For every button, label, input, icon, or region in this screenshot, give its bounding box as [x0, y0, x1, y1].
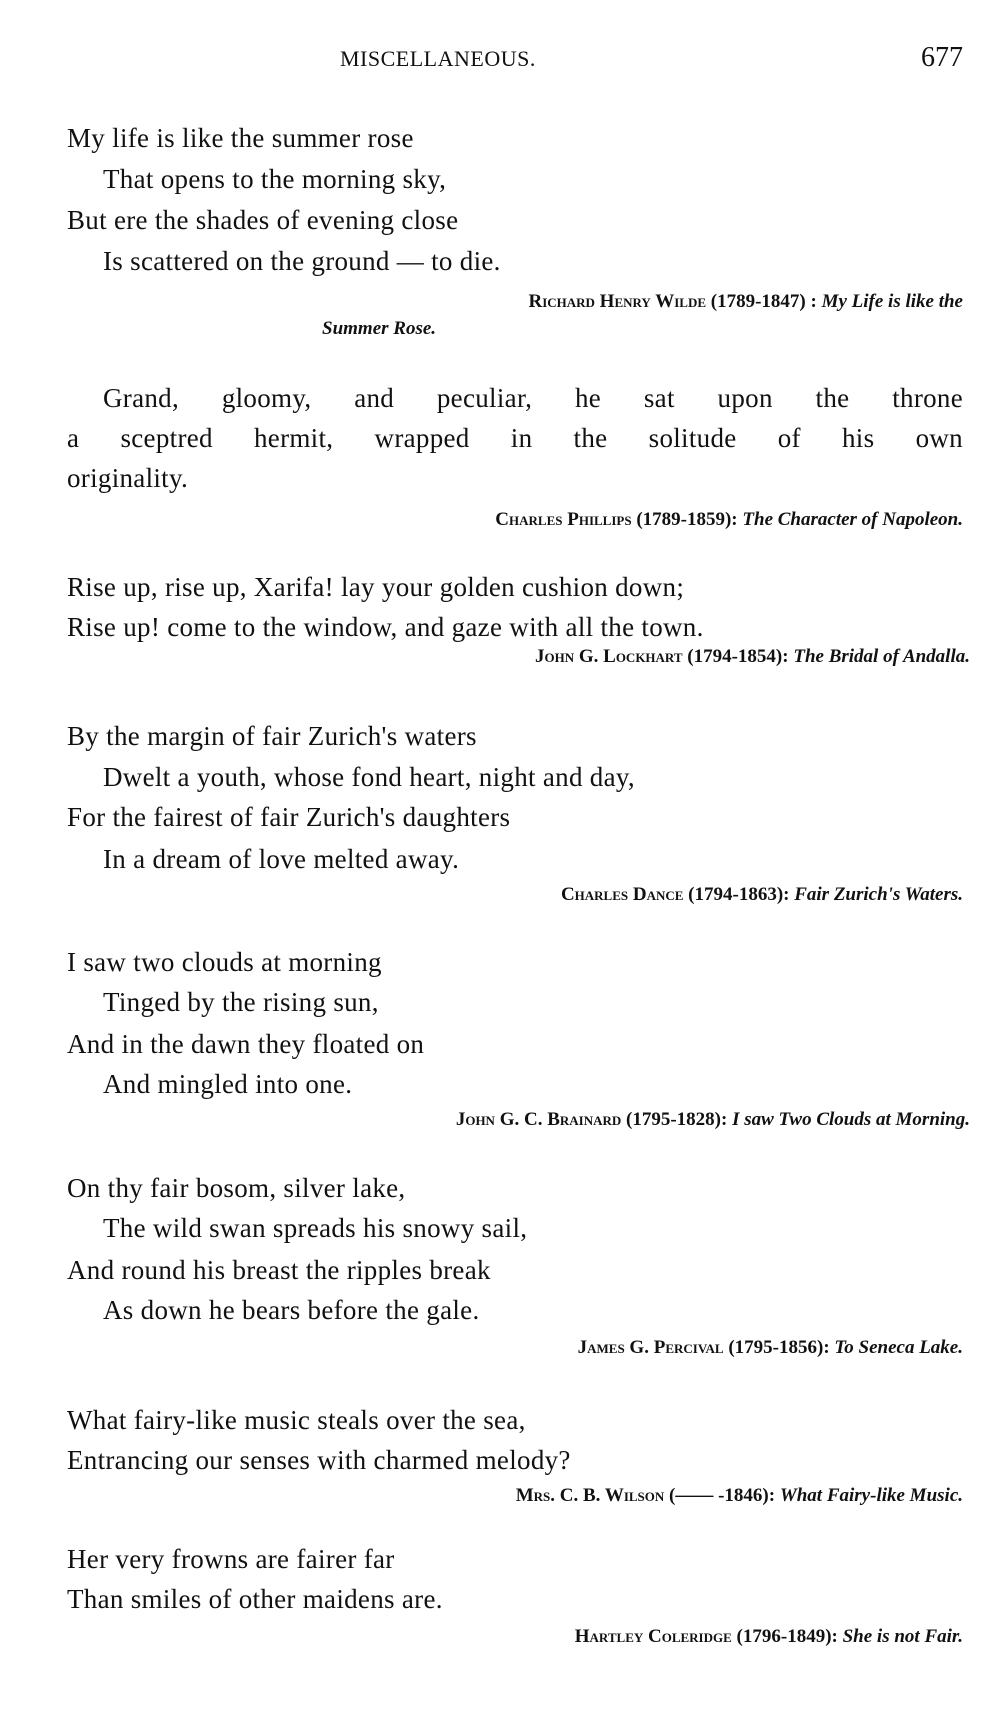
- author: John G. Lockhart (1794-1854):: [535, 646, 789, 667]
- author: Hartley Coleridge (1796-1849):: [574, 1626, 838, 1647]
- author: Mrs. C. B. Wilson (—— -1846):: [515, 1485, 776, 1506]
- verse-line: And round his breast the ripples break: [67, 1255, 491, 1285]
- verse-line: By the margin of fair Zurich's waters: [67, 721, 477, 751]
- running-title: MISCELLANEOUS.: [340, 46, 536, 71]
- author: James G. Percival (1795-1856):: [577, 1337, 830, 1358]
- attribution: [535, 644, 970, 670]
- attribution: [575, 1624, 963, 1650]
- verse-line: Dwelt a youth, whose fond heart, night and day,: [103, 762, 635, 792]
- author: Charles Phillips (1789-1859):: [495, 509, 738, 530]
- verse-line: I saw two clouds at morning: [67, 947, 382, 977]
- author: Charles Dance (1794-1863):: [560, 884, 790, 905]
- verse-line: What fairy-like music steals over the sea,: [67, 1405, 526, 1435]
- verse-line: Than smiles of other maidens are.: [67, 1584, 443, 1614]
- verse-line: Tinged by the rising sun,: [103, 987, 379, 1017]
- work-title: The Character of Napoleon.: [742, 509, 963, 530]
- verse-line: That opens to the morning sky,: [103, 164, 447, 194]
- work-title: She is not Fair.: [842, 1626, 963, 1647]
- verse-line: And in the dawn they floated on: [67, 1029, 425, 1059]
- attribution: [528, 289, 963, 315]
- verse-line: For the fairest of fair Zurich's daughters: [67, 802, 511, 832]
- verse-line: Entrancing our senses with charmed melody?: [67, 1445, 571, 1475]
- work-title: Summer Rose.: [322, 318, 437, 339]
- verse-line: My life is like the summer rose: [67, 123, 414, 153]
- work-title: The Bridal of Andalla.: [793, 646, 970, 667]
- attribution: [578, 1335, 963, 1361]
- verse-line: Her very frowns are fairer far: [67, 1544, 395, 1574]
- verse-line: In a dream of love melted away.: [103, 844, 460, 874]
- work-title: Fair Zurich's Waters.: [794, 884, 963, 905]
- prose-line: Grand, gloomy, and peculiar, he sat upon the throne: [103, 383, 963, 413]
- verse-line: Rise up! come to the window, and gaze with all the town.: [67, 612, 704, 642]
- work-title: What Fairy-like Music.: [779, 1485, 963, 1506]
- verse-line: And mingled into one.: [103, 1069, 353, 1099]
- verse-line: As down he bears before the gale.: [103, 1295, 480, 1325]
- page-number: 677: [921, 42, 963, 73]
- work-title: My Life is like the: [821, 291, 963, 312]
- verse-line: On thy fair bosom, silver lake,: [67, 1173, 406, 1203]
- verse-line: Rise up, rise up, Xarifa! lay your golden cushion down;: [67, 572, 685, 602]
- attribution: [561, 882, 963, 908]
- author: Richard Henry Wilde (1789-1847) :: [528, 291, 817, 312]
- verse-line: Is scattered on the ground — to die.: [103, 246, 501, 276]
- work-title: To Seneca Lake.: [834, 1337, 963, 1358]
- attribution: [495, 507, 963, 533]
- attribution-continued: [322, 316, 436, 342]
- prose-line: originality.: [67, 463, 189, 493]
- verse-line: But ere the shades of evening close: [67, 205, 459, 235]
- attribution: [516, 1483, 963, 1509]
- author: John G. C. Brainard (1795-1828):: [455, 1109, 728, 1130]
- verse-line: The wild swan spreads his snowy sail,: [103, 1213, 528, 1243]
- work-title: I saw Two Clouds at Morning.: [732, 1109, 970, 1130]
- attribution: [456, 1107, 970, 1133]
- prose-line: a sceptred hermit, wrapped in the solitude of his own: [67, 423, 963, 453]
